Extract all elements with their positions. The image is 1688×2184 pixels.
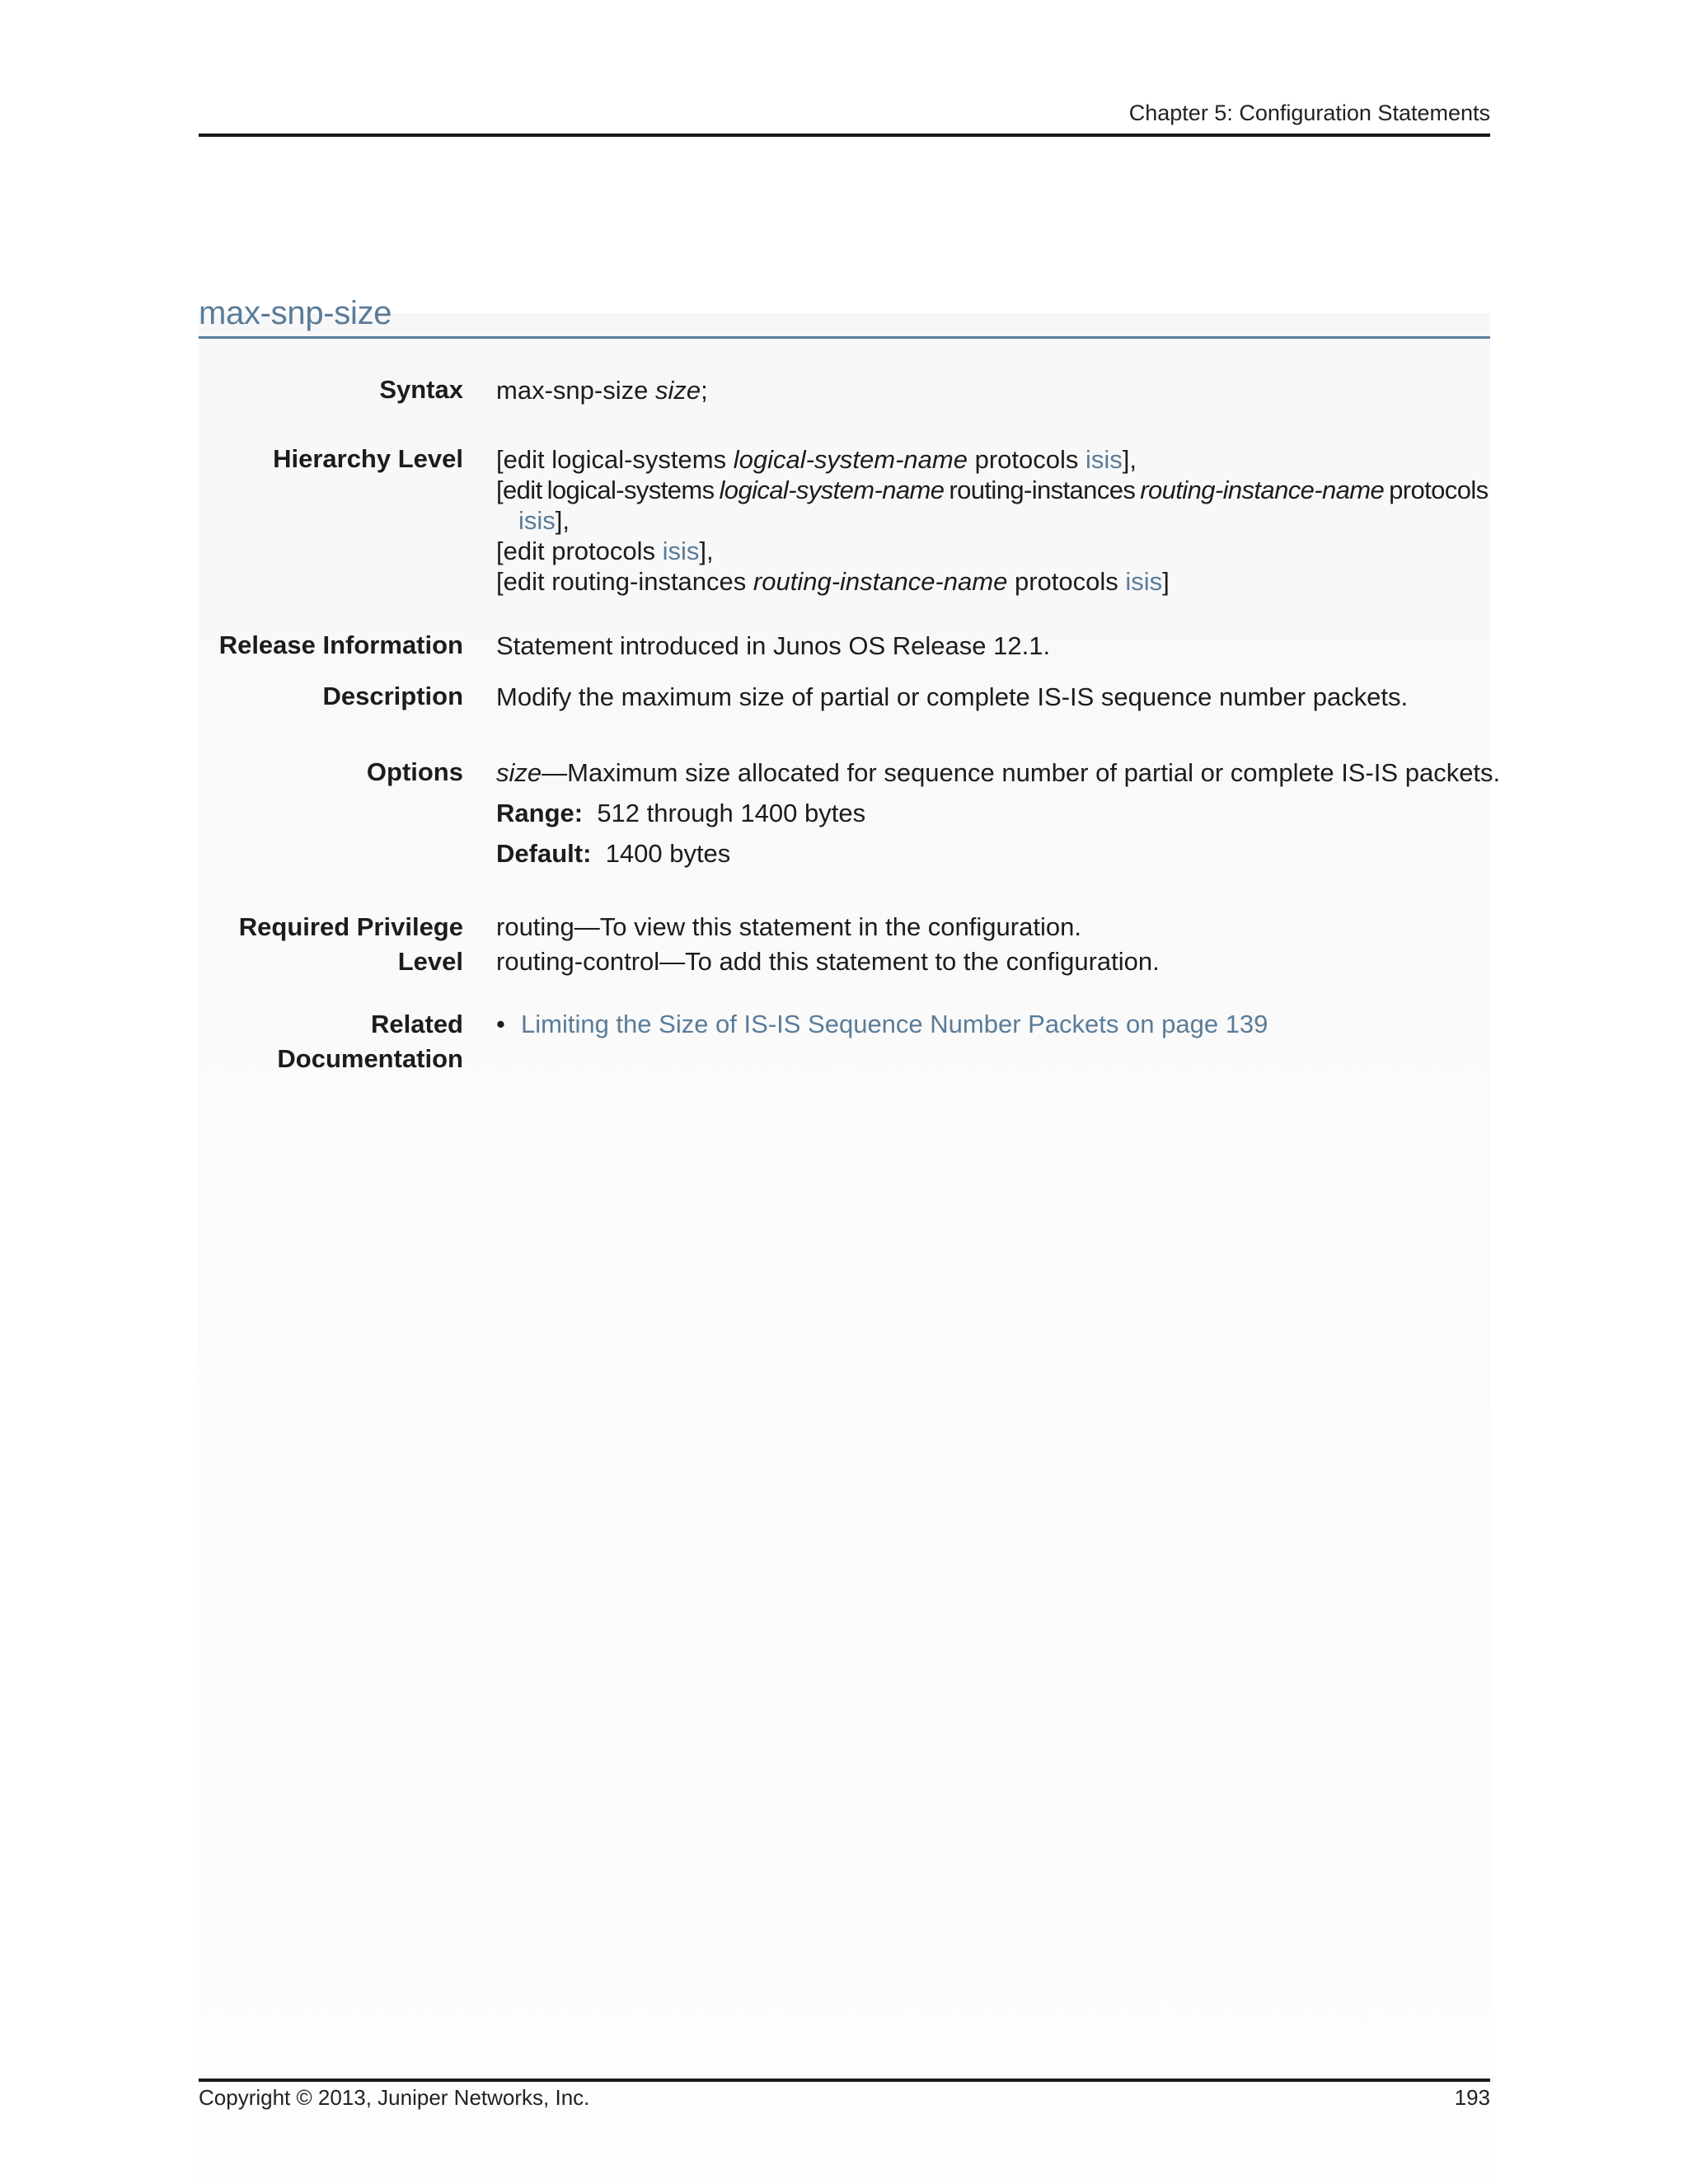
privilege-label <box>199 910 463 979</box>
related-list <box>496 1007 1492 1042</box>
text: ], <box>699 537 714 565</box>
options-param-line <box>496 752 1501 793</box>
options-default-line <box>496 833 1492 874</box>
footer-copyright: Copyright © 2013, Juniper Networks, Inc. <box>199 2085 590 2110</box>
range-value: 512 through 1400 bytes <box>597 799 866 827</box>
text: [edit routing-instances <box>496 567 753 596</box>
text: ] <box>1162 567 1170 596</box>
hierarchy-line-1 <box>496 444 1492 475</box>
hierarchy-value <box>496 444 1492 597</box>
placeholder-text: logical-system-name <box>733 445 968 474</box>
isis-link[interactable]: isis <box>1085 445 1123 474</box>
text: [edit logical-systems <box>496 445 734 474</box>
footer-rule <box>199 2079 1490 2082</box>
text: ], <box>1122 445 1137 474</box>
syntax-value <box>496 375 1492 405</box>
text: protocols <box>967 445 1085 474</box>
default-value: 1400 bytes <box>605 839 731 868</box>
hierarchy-label: Hierarchy Level <box>273 444 463 473</box>
param-description: —Maximum size allocated for sequence number of partial or complete IS-IS packets. <box>542 758 1501 787</box>
placeholder-text: logical-system-name <box>719 476 945 504</box>
hierarchy-line-5 <box>496 566 1492 597</box>
syntax-arg: size <box>654 376 701 405</box>
page-number: 193 <box>1454 2085 1490 2110</box>
privilege-label-line-2: Level <box>397 947 463 976</box>
text: routing-instances <box>944 476 1141 504</box>
description-value: Modify the maximum size of partial or complete IS-IS sequence number packets. <box>496 682 1409 711</box>
syntax-label: Syntax <box>379 375 463 404</box>
text: protocols <box>1384 476 1489 504</box>
related-label-line-1: Related <box>371 1010 463 1038</box>
options-label: Options <box>366 757 463 786</box>
options-range-line <box>496 793 1492 833</box>
placeholder-text: routing-instance-name <box>753 567 1008 596</box>
text: [edit logical-systems <box>496 476 720 504</box>
hierarchy-line-2 <box>496 475 1492 505</box>
hierarchy-line-4 <box>496 536 1492 566</box>
privilege-value <box>496 910 1492 979</box>
list-item <box>496 1007 1492 1042</box>
privilege-line-1: routing—To view this statement in the configuration. <box>496 912 1081 941</box>
options-value <box>496 752 1501 874</box>
text: ], <box>555 506 570 535</box>
text: protocols <box>1007 567 1126 596</box>
description-label: Description <box>322 682 463 710</box>
placeholder-text: routing-instance-name <box>1140 476 1385 504</box>
related-label <box>199 1007 463 1076</box>
hierarchy-line-3 <box>496 505 1492 536</box>
release-label: Release Information <box>218 630 463 659</box>
related-label-line-2: Documentation <box>277 1044 463 1073</box>
related-doc-link[interactable]: Limiting the Size of IS-IS Sequence Number Packets on page 139 <box>521 1010 1268 1038</box>
bullet-icon: • <box>496 1010 505 1038</box>
text: [edit protocols <box>496 537 663 565</box>
page-title: max-snp-size <box>199 295 392 331</box>
syntax-command: max-snp-size <box>496 376 649 405</box>
isis-link[interactable]: isis <box>1125 567 1163 596</box>
privilege-label-line-1: Required Privilege <box>238 912 463 941</box>
param-name: size <box>496 758 542 787</box>
title-rule <box>199 336 1490 339</box>
release-value: Statement introduced in Junos OS Release 12.1. <box>496 631 1051 660</box>
running-header: Chapter 5: Configuration Statements <box>1128 101 1490 125</box>
range-label: Range: <box>496 799 584 827</box>
syntax-end: ; <box>701 376 708 405</box>
header-rule <box>199 134 1490 137</box>
default-label: Default: <box>496 839 592 868</box>
isis-link[interactable]: isis <box>518 506 556 535</box>
privilege-line-2: routing-control—To add this statement to the configuration. <box>496 947 1160 976</box>
isis-link[interactable]: isis <box>662 537 700 565</box>
